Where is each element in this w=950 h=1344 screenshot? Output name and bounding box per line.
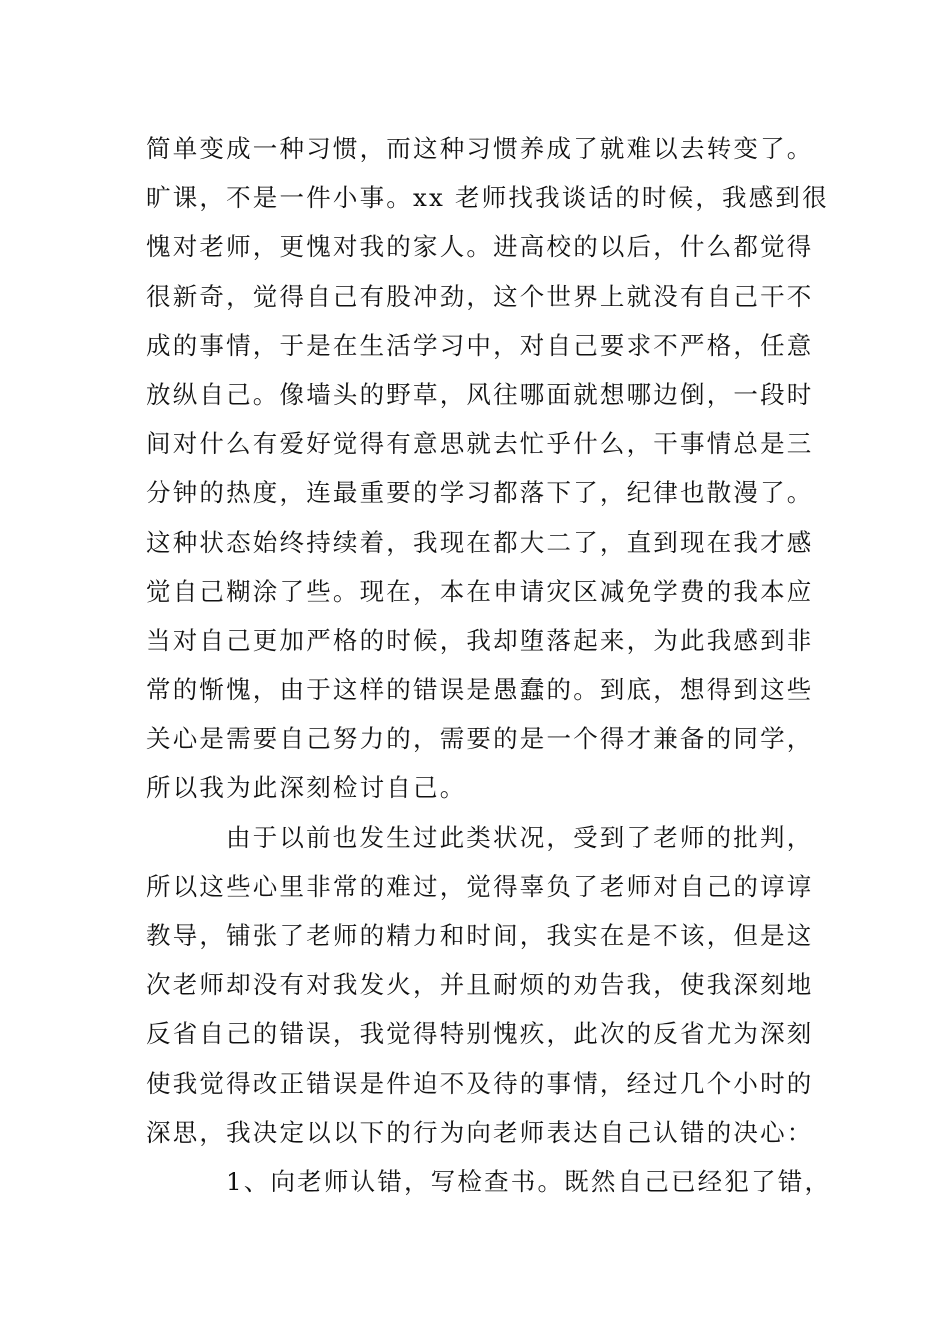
text-line: 简单变成一种习惯，而这种习惯养成了就难以去转变了。: [146, 134, 814, 163]
text-line: 当对自己更加严格的时候，我却堕落起来，为此我感到非: [146, 625, 814, 655]
text-line: 放纵自己。像墙头的野草，风往哪面就想哪边倒，一段时: [146, 379, 814, 409]
text-line: 次老师却没有对我发火，并且耐烦的劝告我，使我深刻地: [146, 970, 814, 1000]
text-line: 常的惭愧，由于这样的错误是愚蠢的。到底，想得到这些: [146, 675, 814, 705]
text-line: 所以这些心里非常的难过，觉得辜负了老师对自己的谆谆: [146, 871, 814, 901]
body-text: [146, 124, 832, 1206]
text-line: 教导，铺张了老师的精力和时间，我实在是不该，但是这: [146, 921, 814, 950]
paragraph-start-line: 由于以前也发生过此类状况，受到了老师的批判，: [226, 822, 814, 852]
text-line: 很新奇，觉得自己有股冲劲，这个世界上就没有自己干不: [146, 281, 814, 311]
text-line: 所以我为此深刻检讨自己。: [146, 773, 467, 803]
text-line: 旷课，不是一件小事。xx 老师找我谈话的时候，我感到很: [146, 183, 829, 213]
text-line: 分钟的热度，连最重要的学习都落下了，纪律也散漫了。: [146, 478, 814, 508]
text-line: 反省自己的错误，我觉得特别愧疚，此次的反省尤为深刻: [146, 1019, 814, 1049]
text-line: 深思，我决定以以下的行为向老师表达自己认错的决心：: [146, 1117, 814, 1147]
text-line: 愧对老师，更愧对我的家人。进高校的以后，什么都觉得: [146, 232, 814, 262]
text-line: 关心是需要自己努力的，需要的是一个得才兼备的同学，: [146, 724, 814, 754]
text-line: 成的事情，于是在生活学习中，对自己要求不严格，任意: [146, 330, 814, 360]
text-line: 使我觉得改正错误是件迫不及待的事情，经过几个小时的: [146, 1068, 814, 1098]
text-line: 觉自己糊涂了些。现在，本在申请灾区减免学费的我本应: [146, 576, 814, 606]
list-item-line: 1、向老师认错，写检查书。既然自己已经犯了错，: [226, 1166, 832, 1196]
text-line: 这种状态始终持续着，我现在都大二了，直到现在我才感: [146, 527, 814, 557]
text-line: 间对什么有爱好觉得有意思就去忙乎什么，干事情总是三: [146, 429, 814, 459]
